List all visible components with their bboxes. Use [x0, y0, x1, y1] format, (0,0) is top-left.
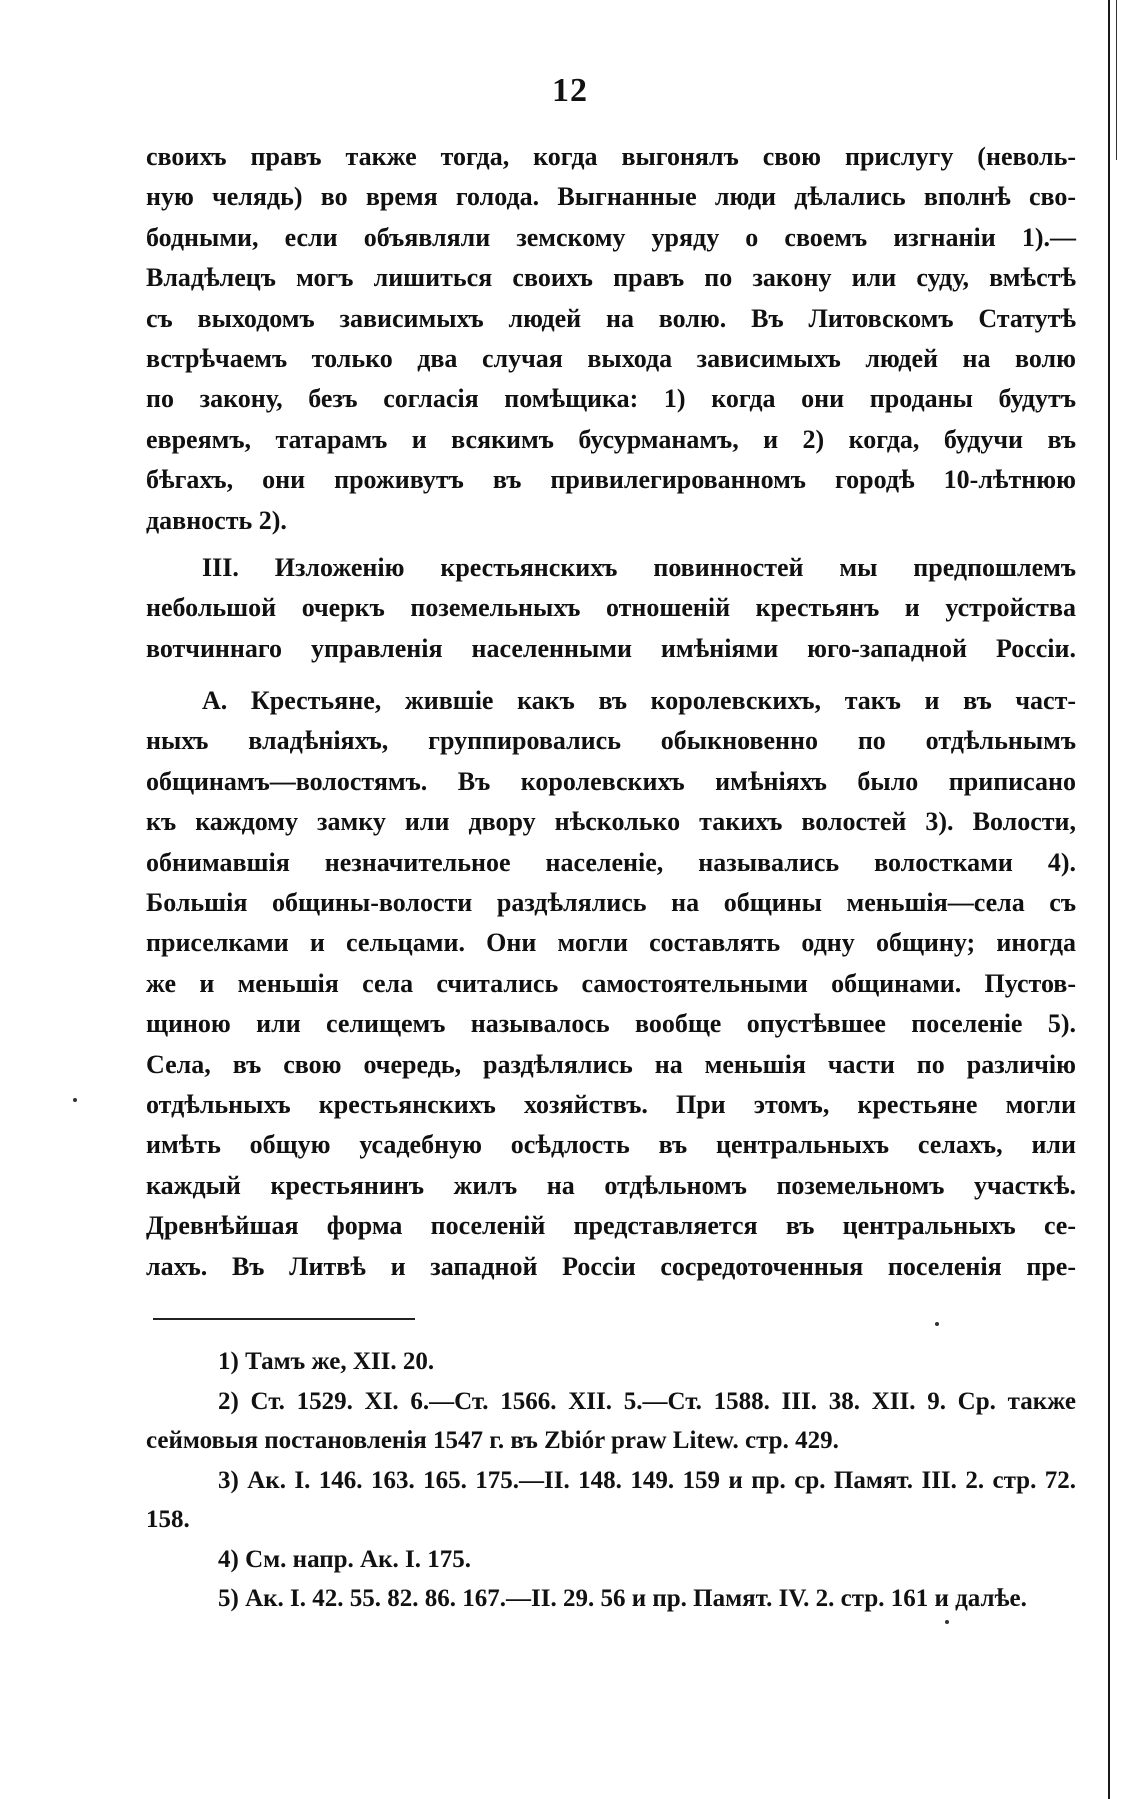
page-edge-rule [1108, 0, 1110, 1799]
text-line: къ каждому замку или двору нѣсколько такихъ волостей 3). Волости, [146, 807, 1076, 837]
paragraph-3 [146, 681, 1076, 1287]
footnote-3: 3) Ак. I. 146. 163. 165. 175.—II. 148. 149. 159 и пр. ср. Памят. III. 2. стр. 72. 158. [146, 1466, 1076, 1533]
text-line: лахъ. Въ Литвѣ и западной Россіи сосредоточенныя поселенія пре- [146, 1251, 1076, 1281]
text-line: ныхъ владѣніяхъ, группировались обыкновенно по отдѣльнымъ [146, 726, 1076, 756]
page-number: 12 [552, 72, 588, 109]
text-line: евреямъ, татарамъ и всякимъ бусурманамъ, и 2) когда, будучи въ [146, 424, 1076, 454]
text-line: бодными, если объявляли земскому уряду о своемъ изгнаніи 1).— [146, 222, 1076, 252]
text-line: общинамъ—волостямъ. Въ королевскихъ имѣніяхъ было приписано [146, 766, 1076, 796]
text-line: Древнѣйшая форма поселеній представляется въ центральныхъ се- [146, 1211, 1076, 1241]
scan-speck [945, 1620, 949, 1624]
text-line: Большія общины-волости раздѣлялись на общины меньшія—села съ [146, 888, 1076, 918]
text-line: отдѣльныхъ крестьянскихъ хозяйствъ. При этомъ, крестьяне могли [146, 1090, 1076, 1120]
footnotes [146, 1342, 1076, 1619]
paragraph-1 [146, 137, 1076, 541]
text-line: Села, въ свою очередь, раздѣлялись на меньшія части по различію [146, 1049, 1076, 1079]
footnote-4: 4) См. напр. Ак. I. 175. [218, 1545, 471, 1573]
text-line: же и меньшія села считались самостоятельными общинами. Пустов- [146, 968, 1076, 998]
text-line: съ выходомъ зависимыхъ людей на волю. Въ Литовскомъ Статутѣ [146, 303, 1076, 333]
scan-speck [935, 1322, 939, 1326]
text-line: приселками и сельцами. Они могли составлять одну общину; иногда [146, 928, 1076, 958]
text-line: ную челядь) во время голода. Выгнанные люди дѣлались вполнѣ сво- [146, 182, 1076, 212]
footnote-5: 5) Ак. I. 42. 55. 82. 86. 167.—II. 29. 56 и пр. Памят. IV. 2. стр. 161 и далѣе. [218, 1585, 1027, 1612]
text-line: обнимавшія незначительное населеніе, назывались волостками 4). [146, 847, 1076, 877]
text-line: III. Изложенію крестьянскихъ повинностей мы предпошлемъ [202, 553, 1076, 582]
text-line: встрѣчаемъ только два случая выхода зависимыхъ людей на волю [146, 344, 1076, 374]
text-line: бѣгахъ, они проживутъ въ привилегированномъ городѣ 10-лѣтнюю [146, 465, 1076, 495]
footnote-1: 1) Тамъ же, XII. 20. [218, 1348, 435, 1375]
paragraph-2 [146, 548, 1076, 669]
text-line: своихъ правъ также тогда, когда выгонялъ свою прислугу (неволь- [146, 142, 1076, 171]
text-line: щиною или селищемъ называлось вообще опустѣвшее поселеніе 5). [146, 1009, 1076, 1039]
text-line: А. Крестьяне, жившіе какъ въ королевскихъ, такъ и въ част- [202, 686, 1076, 715]
text-line: Владѣлецъ могъ лишиться своихъ правъ по закону или суду, вмѣстѣ [146, 263, 1076, 293]
text-line: давность 2). [146, 505, 287, 535]
text-line: имѣть общую усадебную осѣдлость въ центральныхъ селахъ, или [146, 1130, 1076, 1160]
footnote-2: 2) Ст. 1529. XI. 6.—Ст. 1566. XII. 5.—Ст. 1588. III. 38. XII. 9. Ср. также сеймовыя постановленія 1547 г. въ Zbiór praw Litew. стр. 429. [146, 1387, 1076, 1454]
text-line: по закону, безъ согласія помѣщика: 1) когда они проданы будутъ [146, 384, 1076, 414]
text-line: небольшой очеркъ поземельныхъ отношеній крестьянъ и устройства [146, 593, 1076, 623]
footnote-separator [153, 1318, 415, 1320]
scan-speck [73, 1098, 77, 1102]
text-line: вотчиннаго управленія населенными имѣніями юго-западной Россіи. [146, 633, 1076, 663]
text-line: каждый крестьянинъ жилъ на отдѣльномъ поземельномъ участкѣ. [146, 1170, 1076, 1200]
